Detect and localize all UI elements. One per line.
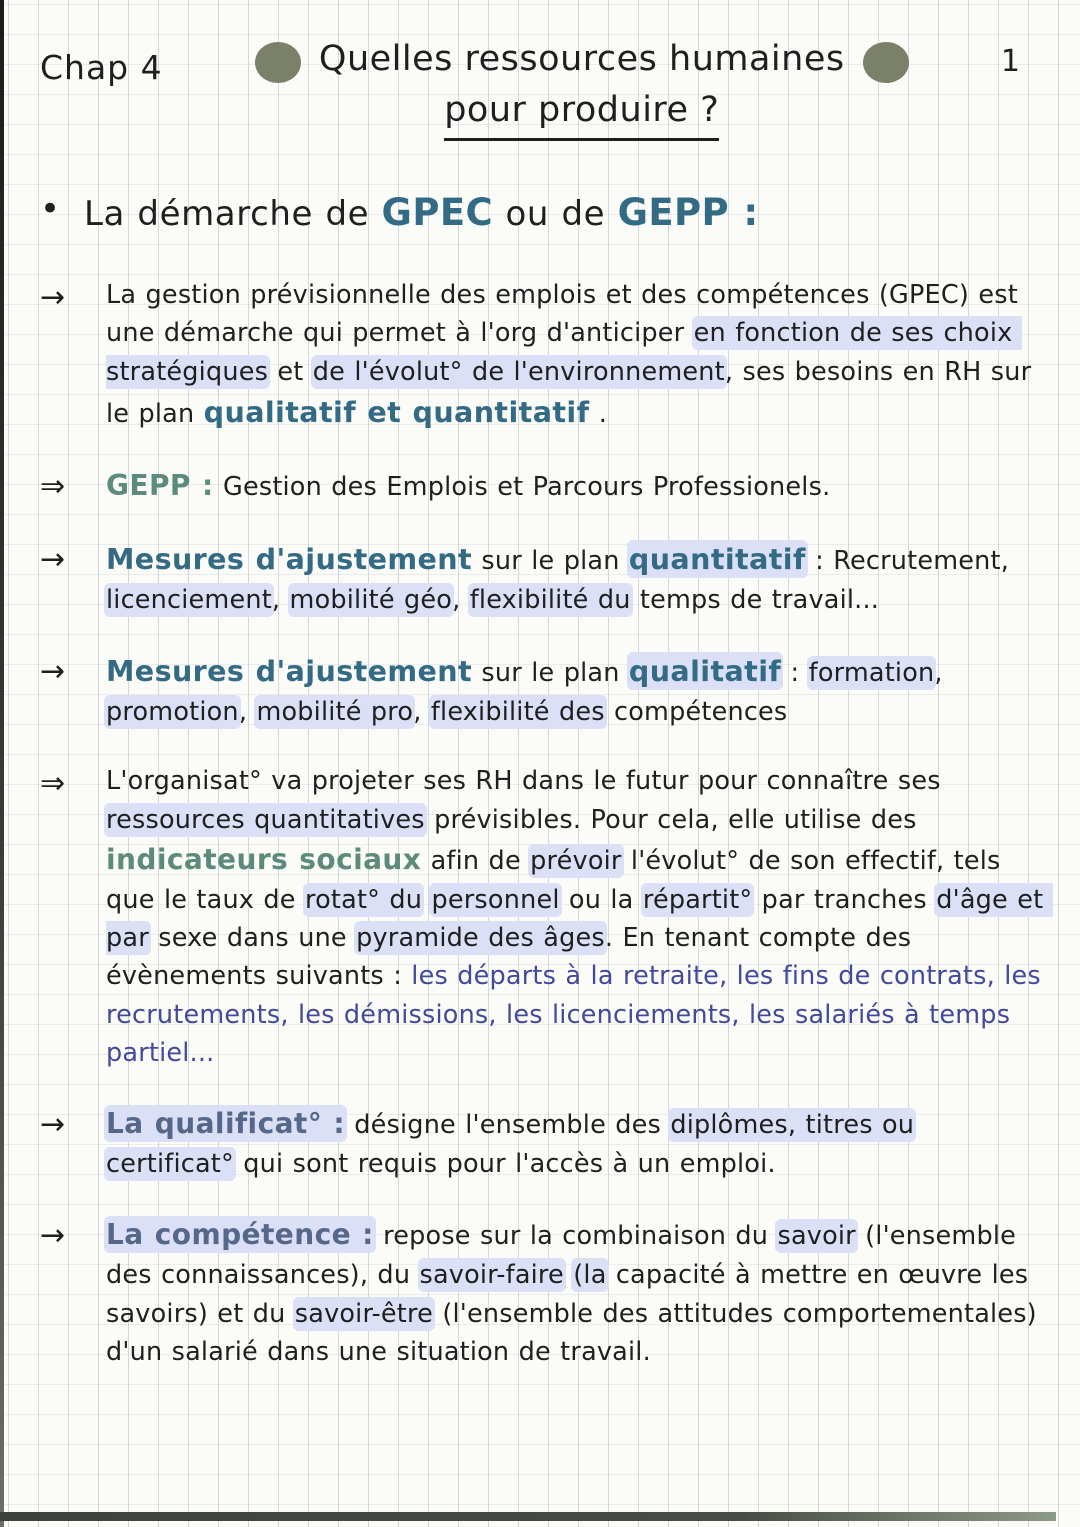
note-section [40,1214,1046,1371]
text-segment: qui sont requis pour l'accès à un emploi. [233,1149,776,1180]
text-segment: afin de [421,845,531,876]
text-segment: d'âge et par [106,884,1053,954]
text-segment: qualitatif et quantitatif [203,394,590,429]
text-segment: savoir-être [294,1298,434,1329]
page-header [40,34,1046,141]
text-segment: sur le plan [472,546,629,577]
page-number: 1 [1000,44,1020,79]
text-segment: quantitatif [628,542,806,577]
section-marker: ⇒ [40,468,66,504]
section-text [106,1103,1046,1183]
text-segment: , [934,658,952,689]
text-segment: certificat° [106,1149,234,1180]
text-segment: : [781,658,809,689]
text-segment: l'évolut° de son effectif, tels que le taux de [106,845,1010,915]
text-segment: , [413,697,431,728]
text-segment: flexibilité du [469,584,631,615]
note-section [40,276,1046,434]
text-segment: licenciement [106,584,272,615]
text-segment: sexe dans une [148,923,357,954]
text-segment: promotion [106,697,239,728]
text-segment: formation [808,658,935,689]
note-section [40,650,1046,731]
section-marker: → [40,542,66,578]
text-segment: personnel [431,884,560,915]
page-title-line1: Quelles ressources humaines [318,39,845,79]
text-segment: . En tenant compte des évènements suivants : [106,923,921,992]
text-segment: GEPP : [106,468,214,502]
text-segment: les départs à la retraite, les fins de contrats, les recrutements, les démissions, les licenciements, les salariés à temps partiel... [106,961,1051,1068]
text-segment: par tranches [752,884,937,915]
text-segment: et [268,356,313,387]
text-segment: temps de travail... [630,584,880,615]
section-text [106,650,1046,731]
text-segment: diplômes, titres ou [670,1110,915,1141]
text-segment: pyramide des âges [356,923,605,954]
section-text [106,538,1046,619]
text-segment: sur le plan [472,658,629,689]
note-section [40,1103,1046,1183]
text-segment: savoir-faire [419,1260,564,1291]
text-segment: La qualificat° : [106,1107,345,1141]
note-section [40,538,1046,619]
text-segment: flexibilité des [430,697,605,728]
notes-body [40,185,1053,1372]
section-marker: → [40,654,66,690]
decorative-dot-right [863,42,909,83]
text-segment: prévisibles. Pour cela, elle utilise des [424,804,926,835]
text-segment: , ses besoins en RH sur le plan [106,356,1041,429]
section-marker: → [40,1107,66,1143]
text-segment: , [238,697,257,728]
text-segment: prévoir [530,845,622,876]
section-marker: → [40,1218,66,1254]
text-segment: (l'ensemble des attitudes comportementales) d'un salarié dans une situation de travail. [106,1298,1047,1367]
text-segment: La gestion prévisionnelle des emplois et des compétences (GPEC) est une démarche qui permet à l'org d'anticiper [106,280,1028,349]
text-segment: : Recrutement, [805,546,1019,577]
text-segment: ressources quantitatives [106,804,425,835]
note-section [40,762,1053,1072]
page-title-line2: pour produire ? [444,85,719,141]
text-segment: répartit° [642,884,753,915]
text-segment: La démarche de [84,193,382,234]
text-segment: La compétence : [106,1218,374,1252]
text-segment: mobilité géo [289,584,453,615]
text-segment: . [589,398,608,429]
text-segment [564,1260,573,1290]
text-segment: désigne l'ensemble des [344,1110,671,1141]
section-marker: → [40,280,66,315]
text-segment [914,1110,923,1140]
text-segment: Mesures d'ajustement [106,654,473,689]
text-segment: GPEC [381,190,494,234]
text-segment: en fonction de ses choix stratégiques [106,318,1022,387]
text-segment: Mesures d'ajustement [106,542,473,577]
section-text [106,465,1046,508]
text-segment: savoir [777,1221,856,1252]
text-segment: qualitatif [628,654,782,689]
text-segment: , [452,584,470,615]
text-segment: mobilité pro [256,697,414,728]
text-segment: , [271,584,290,615]
text-segment: (l'ensemble des connaissances), du [106,1221,1026,1291]
text-segment: (la [573,1260,607,1291]
text-segment: compétences [604,697,788,728]
section-marker: • [40,188,61,229]
text-segment: indicateurs sociaux [106,842,422,876]
text-segment: repose sur la combinaison du [373,1221,778,1252]
note-section [40,185,1046,241]
page-title [319,34,845,141]
note-section [40,465,1046,508]
section-text [84,185,1046,241]
section-marker: ⇒ [40,766,66,802]
title-block [163,34,1001,141]
text-segment: GEPP : [617,190,759,234]
section-text [106,276,1046,434]
decorative-dot-left [255,42,301,83]
text-segment: Gestion des Emplois et Parcours Professionels. [213,471,831,502]
text-segment: de l'évolut° de l'environnement [312,356,725,387]
section-text [106,762,1053,1072]
text-segment: ou de [493,193,618,234]
text-segment: L'organisat° va projeter ses RH dans le futur pour connaître ses [106,766,951,797]
chapter-label: Chap 4 [40,48,163,87]
text-segment: capacité à mettre en œuvre les savoirs) et du [106,1260,1038,1329]
text-segment: rotat° du [305,884,423,915]
text-segment: ou la [559,884,643,915]
section-text [106,1214,1046,1371]
